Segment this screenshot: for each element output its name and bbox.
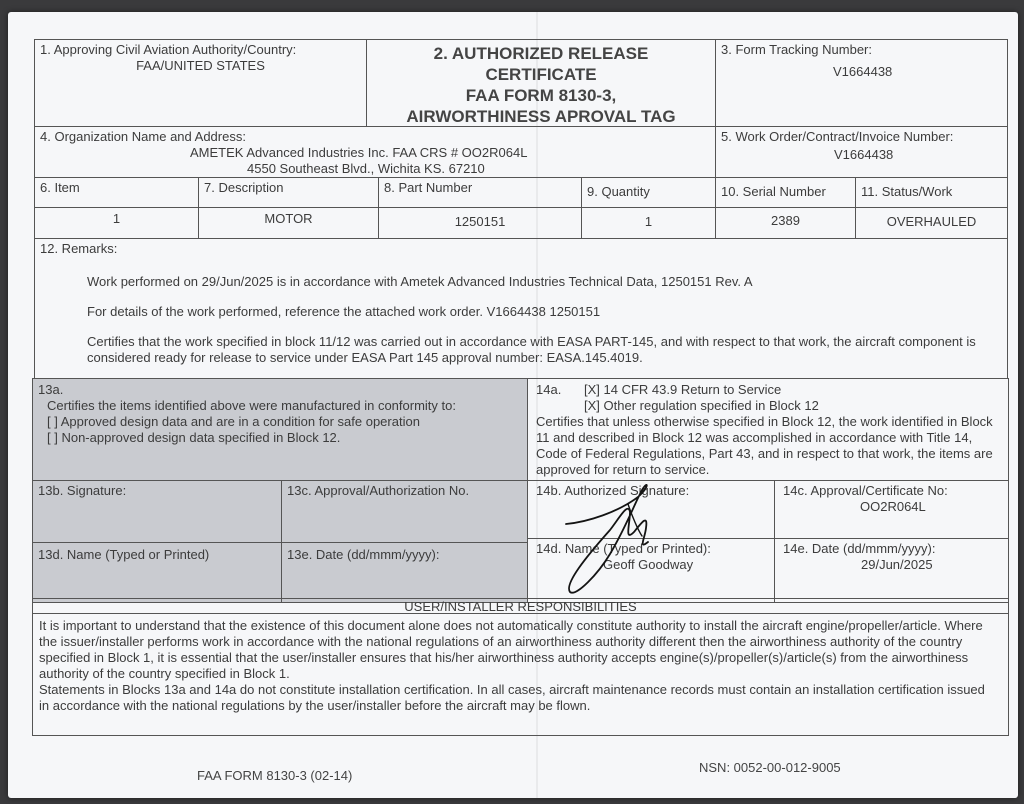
block-14b: 14b. Authorized Signature: bbox=[527, 480, 775, 539]
part-number-value: 1250151 bbox=[378, 207, 582, 239]
block-1-label: 1. Approving Civil Aviation Authority/Country: bbox=[40, 42, 297, 57]
status-work-header: 11. Status/Work bbox=[855, 177, 1008, 208]
block-12-label: 12. Remarks: bbox=[40, 241, 118, 256]
block-4-line1: AMETEK Advanced Industries Inc. FAA CRS # OO2R064L bbox=[190, 145, 528, 160]
remark-2: For details of the work performed, reference the attached work order. V1664438 1250151 bbox=[87, 304, 601, 319]
block-13e: 13e. Date (dd/mmm/yyyy): bbox=[281, 542, 528, 603]
status-work-value: OVERHAULED bbox=[855, 207, 1008, 239]
checkbox-non-approved-design[interactable]: [ ] Non-approved design data specified in Block 12. bbox=[47, 430, 341, 445]
responsibilities-body: It is important to understand that the existence of this document alone does not automatically constitute authority to install the aircraft engine/propeller/article. Where the issuer/installer performs work in accordance with the national regulations of an airworthiness authority different then the airworthiness authority of the country specified in Block 1, it is essential that the user/installer ensures that his/her airworthiness authority accepts engine(s)/propeller(s)/article(s) from the airworthiness authority of the country specified in Block 1. Statements in Blocks 13a and 14a do not constitute installation certification. In all cases, aircraft maintenance records must contain an installation certification issued in accordance with the national regulations by the user/installer before the aircraft may be flown. bbox=[32, 613, 1009, 736]
block-14d: 14d. Name (Typed or Printed): Geoff Goodway bbox=[527, 538, 775, 603]
block-14e: 14e. Date (dd/mmm/yyyy): 29/Jun/2025 bbox=[774, 538, 1009, 603]
responsibilities-header: USER/INSTALLER RESPONSIBILITIES bbox=[32, 598, 1009, 614]
form-title: 2. AUTHORIZED RELEASE CERTIFICATE FAA FORM 8130-3, AIRWORTHINESS APROVAL TAG bbox=[406, 44, 676, 126]
block-5 bbox=[715, 126, 1008, 178]
form-number: FAA FORM 8130-3 (02-14) bbox=[197, 768, 353, 783]
block-3-label: 3. Form Tracking Number: bbox=[721, 42, 872, 57]
remark-3: Certifies that the work specified in block 11/12 was carried out in accordance with EASA PART-145, and with respect to that work, the aircraft component is considered ready for release to service under EASA Part 145 approval number: EASA.145.4019. bbox=[87, 334, 976, 365]
item-header: 6. Item bbox=[34, 177, 199, 208]
block-4-line2: 4550 Southeast Blvd., Wichita KS. 67210 bbox=[247, 161, 485, 176]
block-5-label: 5. Work Order/Contract/Invoice Number: bbox=[721, 129, 954, 144]
block-13c: 13c. Approval/Authorization No. bbox=[281, 480, 528, 543]
serial-number-value: 2389 bbox=[715, 207, 856, 239]
block-3 bbox=[715, 39, 1008, 127]
checkbox-other-regulation[interactable]: [X] Other regulation specified in Block 12 bbox=[584, 398, 819, 413]
block-14a: 14a. [X] 14 CFR 43.9 Return to Service [X] Other regulation specified in Block 12 Certifies that unless otherwise specified in Block 12, the work identified in Block 11 and described in Block 12 was accomplished in accordance with Title 14, Code of Federal Regulations, Part 43, and in respect to that work, the items are approved for return to service. bbox=[527, 378, 1009, 481]
checkbox-return-to-service[interactable]: [X] 14 CFR 43.9 Return to Service bbox=[584, 382, 782, 397]
quantity-value: 1 bbox=[581, 207, 716, 239]
serial-number-header: 10. Serial Number bbox=[715, 177, 856, 208]
item-value: 1 bbox=[34, 207, 199, 239]
block-12-remarks bbox=[34, 238, 1008, 379]
remark-1: Work performed on 29/Jun/2025 is in accordance with Ametek Advanced Industries Technical Data, 1250151 Rev. A bbox=[87, 274, 753, 289]
block-13b: 13b. Signature: bbox=[32, 480, 282, 543]
checkbox-approved-design[interactable]: [ ] Approved design data and are in a condition for safe operation bbox=[47, 414, 420, 429]
description-header: 7. Description bbox=[198, 177, 379, 208]
block-14c: 14c. Approval/Certificate No: OO2R064L bbox=[774, 480, 1009, 539]
block-13a: 13a. Certifies the items identified above were manufactured in conformity to: [ ] Approved design data and are in a condition for safe operation [ ] Non-approved design data specified in Block 12. bbox=[32, 378, 528, 481]
block-1-value: FAA/UNITED STATES bbox=[136, 58, 265, 73]
form-sheet bbox=[8, 12, 1018, 798]
nsn-number: NSN: 0052-00-012-9005 bbox=[699, 760, 841, 775]
block-1 bbox=[34, 39, 367, 127]
block-5-value: V1664438 bbox=[834, 147, 894, 162]
signature bbox=[558, 472, 668, 597]
block-3-value: V1664438 bbox=[833, 64, 893, 79]
block-13d: 13d. Name (Typed or Printed) bbox=[32, 542, 282, 603]
description-value: MOTOR bbox=[198, 207, 379, 239]
part-number-header: 8. Part Number bbox=[378, 177, 582, 208]
block-4 bbox=[34, 126, 716, 178]
block-4-label: 4. Organization Name and Address: bbox=[40, 129, 246, 144]
quantity-header: 9. Quantity bbox=[581, 177, 716, 208]
block-2 bbox=[366, 39, 716, 127]
